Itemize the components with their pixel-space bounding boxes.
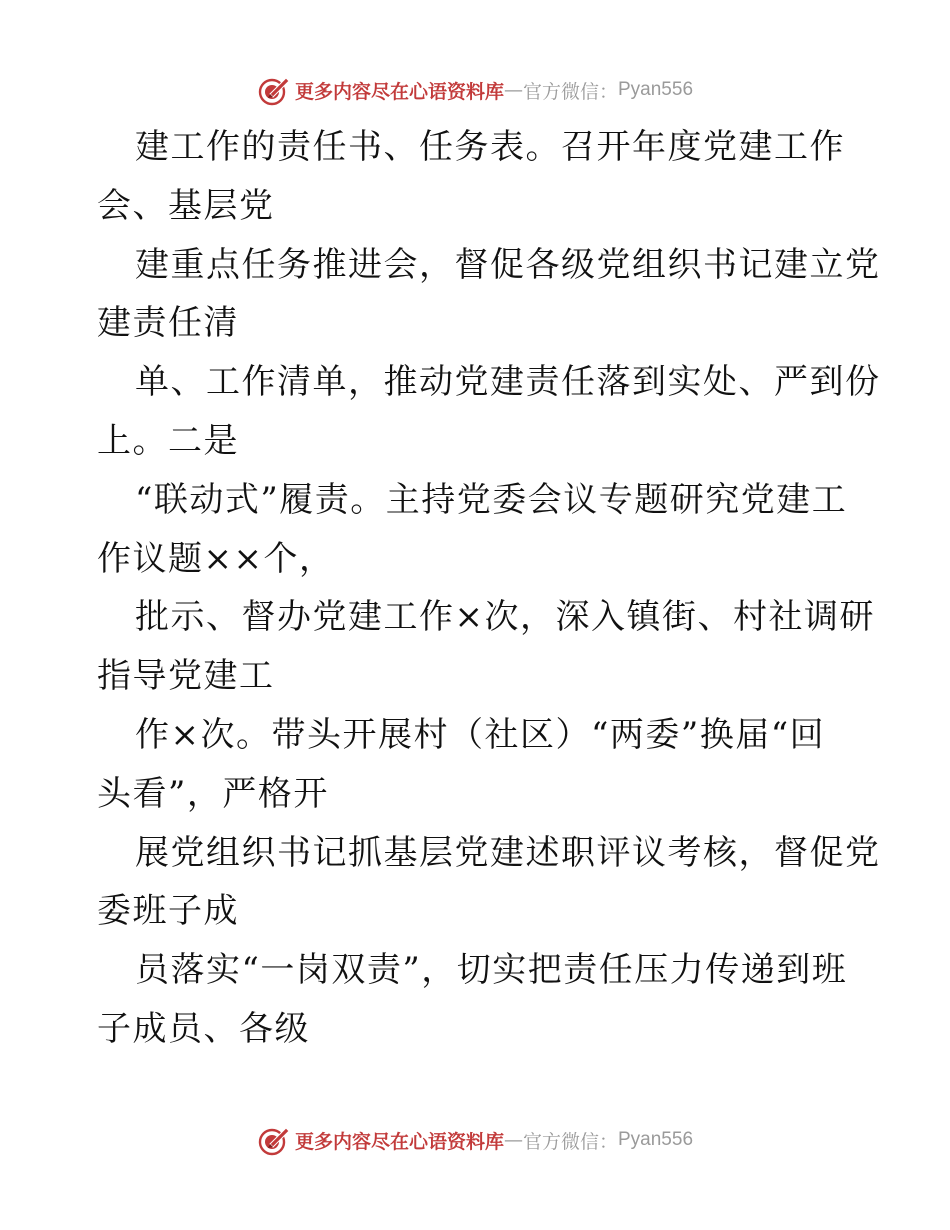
text-line: 建重点任务推进会，督促各级党组织书记建立党 <box>135 244 881 285</box>
watermark-wechat-id: Pyan556 <box>618 1129 694 1150</box>
pen-seal-icon <box>257 73 291 107</box>
watermark-dash: — <box>503 1129 523 1151</box>
header-watermark <box>0 72 950 108</box>
watermark-wechat-id: Pyan556 <box>618 79 694 100</box>
watermark-dash: — <box>503 79 523 101</box>
watermark-official-label: 官方微信： <box>522 1130 618 1153</box>
pen-seal-icon <box>257 1123 291 1157</box>
text-line: 上。二是 <box>97 420 239 461</box>
text-line: 展党组织书记抓基层党建述职评议考核，督促党 <box>135 832 881 873</box>
watermark-brand: 更多内容尽在心语资料库 <box>294 1130 504 1153</box>
text-line: 子成员、各级 <box>97 1008 310 1049</box>
text-line: 作×次。带头开展村（社区）“两委”换届“回 <box>135 714 826 755</box>
text-line: 建工作的责任书、任务表。召开年度党建工作 <box>135 127 845 167</box>
footer-watermark <box>0 1122 950 1158</box>
text-line: 作议题××个， <box>97 538 335 579</box>
document-body <box>97 118 881 1059</box>
text-line: 单、工作清单，推动党建责任落到实处、严到份 <box>135 362 881 403</box>
watermark-brand: 更多内容尽在心语资料库 <box>294 80 504 103</box>
watermark-official-label: 官方微信： <box>522 80 618 103</box>
text-line: 建责任清 <box>97 303 239 344</box>
text-line: “联动式”履责。主持党委会议专题研究党建工 <box>135 479 848 520</box>
text-line: 委班子成 <box>97 891 239 932</box>
text-line: 员落实“一岗双责”，切实把责任压力传递到班 <box>135 950 848 991</box>
text-line: 批示、督办党建工作×次，深入镇街、村社调研 <box>135 597 875 638</box>
text-line: 指导党建工 <box>97 656 275 697</box>
text-line: 头看”，严格开 <box>97 773 329 814</box>
text-line: 会、基层党 <box>97 185 275 226</box>
